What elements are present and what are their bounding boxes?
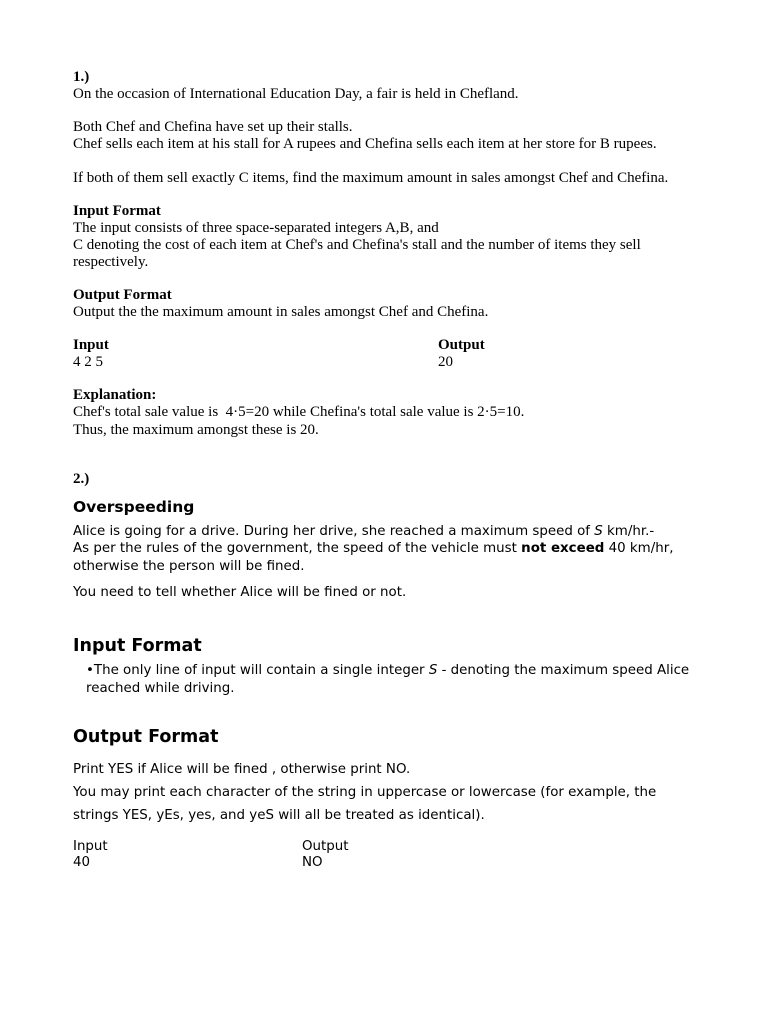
q1-task: If both of them sell exactly C items, find the maximum amount in sales amongst Chef and Chefina. — [73, 170, 669, 186]
q2-number: 2.) — [73, 471, 90, 487]
q2-sample-output-label: Output — [302, 839, 349, 854]
q2-paragraph-4: You need to tell whether Alice will be fined or not. — [73, 585, 407, 600]
q2-output-line3: strings YES, yEs, yes, and yeS will all be treated as identical). — [73, 808, 485, 823]
q1-number: 1.) — [73, 69, 90, 85]
q1-explanation-heading: Explanation: — [73, 387, 157, 403]
q2-input-format-heading: Input Format — [73, 636, 202, 656]
q2-input-bullet-variable: S — [428, 663, 438, 678]
q2-p2-text-b: 40 km/hr, — [604, 541, 674, 556]
q2-sample-input-value: 40 — [73, 855, 91, 870]
q1-sample-output-label: Output — [438, 337, 485, 353]
q2-sample-input-label: Input — [73, 839, 108, 854]
q2-input-bullet — [86, 662, 689, 680]
q1-explanation-line2: Thus, the maximum amongst these is 20. — [73, 422, 319, 438]
q1-output-format-text: Output the the maximum amount in sales amongst Chef and Chefina. — [73, 304, 489, 320]
q2-p2-text-a: As per the rules of the government, the speed of the vehicle must — [73, 541, 522, 556]
q2-input-bullet-text-a: •The only line of input will contain a single integer — [86, 663, 429, 678]
q1-output-format-heading: Output Format — [73, 287, 172, 303]
q2-input-bullet-text-b: - denoting the maximum speed Alice — [437, 663, 690, 678]
q2-title: Overspeeding — [73, 498, 195, 516]
q2-paragraph-3: otherwise the person will be fined. — [73, 559, 305, 574]
q1-sample-output-value: 20 — [438, 354, 453, 370]
q1-explanation-line1: Chef's total sale value is 4·5=20 while Chefina's total sale value is 2·5=10. — [73, 404, 525, 420]
q2-output-format-heading: Output Format — [73, 727, 219, 747]
q2-output-line1: Print YES if Alice will be fined , otherwise print NO. — [73, 762, 411, 777]
q1-input-format-line1: The input consists of three space-separated integers A,B, and — [73, 220, 439, 236]
q2-paragraph-1 — [73, 523, 654, 541]
q1-intro: On the occasion of International Education Day, a fair is held in Chefland. — [73, 86, 519, 102]
q1-sample-input-value: 4 2 5 — [73, 354, 103, 370]
q2-p1-variable: S — [594, 524, 603, 539]
q2-output-line2: You may print each character of the string in uppercase or lowercase (for example, the — [73, 785, 657, 800]
q1-sample-input-label: Input — [73, 337, 109, 353]
q1-input-format-heading: Input Format — [73, 203, 161, 219]
q1-input-format-line2: C denoting the cost of each item at Chef's and Chefina's stall and the number of items they sell — [73, 237, 641, 253]
q2-p1-text-b: km/hr.- — [602, 524, 655, 539]
q2-sample-output-value: NO — [302, 855, 323, 870]
q2-p2-emphasis: not exceed — [521, 541, 605, 556]
q2-input-bullet-line2: reached while driving. — [86, 681, 235, 696]
q1-stalls-line1: Both Chef and Chefina have set up their stalls. — [73, 119, 353, 135]
q1-stalls-line2: Chef sells each item at his stall for A rupees and Chefina sells each item at her store for B rupees. — [73, 136, 657, 152]
q2-paragraph-2 — [73, 540, 673, 558]
q2-p1-text-a: Alice is going for a drive. During her drive, she reached a maximum speed of — [73, 524, 595, 539]
q1-input-format-line3: respectively. — [73, 254, 149, 270]
